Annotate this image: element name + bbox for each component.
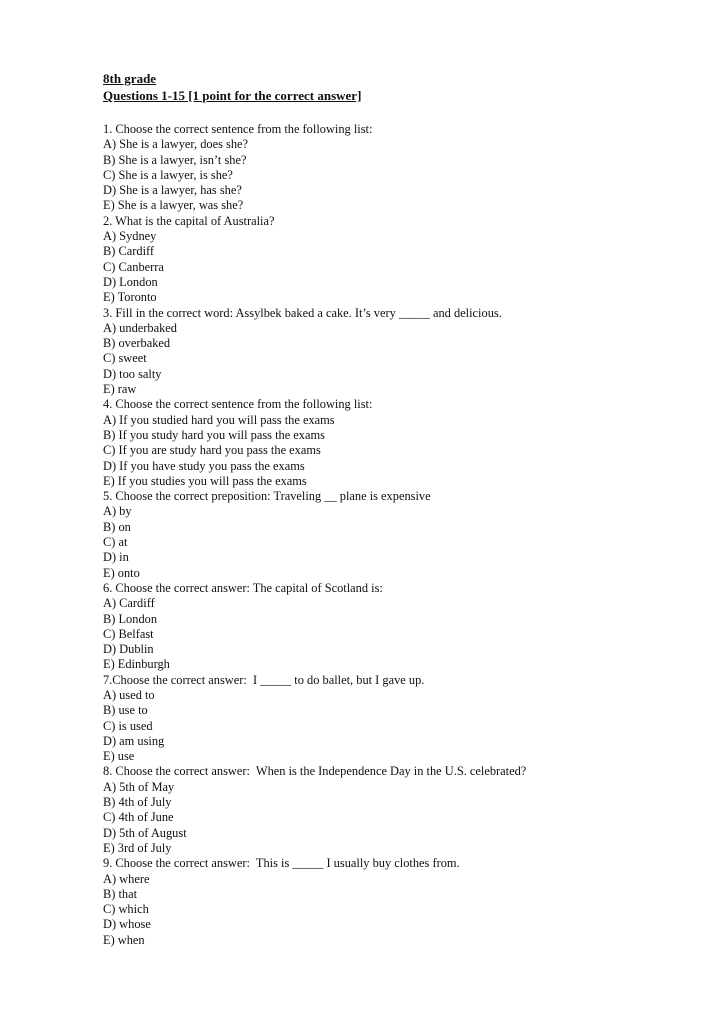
answer-option: A) 5th of May (103, 779, 175, 794)
question-prompt: 1. Choose the correct sentence from the following list: (103, 122, 373, 136)
question-prompt: 5. Choose the correct preposition: Traveling __ plane is expensive (103, 489, 431, 504)
answer-option: A) She is a lawyer, does she? (103, 137, 249, 152)
answer-option: B) She is a lawyer, isn’t she? (103, 152, 247, 167)
answer-option: A) underbaked (103, 320, 177, 335)
answer-option: D) 5th of August (103, 825, 187, 840)
section-subtitle: Questions 1-15 [1 point for the correct answer] (103, 88, 362, 103)
question-3 (103, 306, 703, 398)
answer-option: C) at (103, 535, 128, 550)
question-prompt: 3. Fill in the correct word: Assylbek baked a cake. It’s very _____ and delicious. (103, 305, 502, 320)
answer-option: E) 3rd of July (103, 840, 172, 855)
answer-option: D) whose (103, 917, 151, 932)
answer-option: C) She is a lawyer, is she? (103, 167, 233, 182)
answer-option: A) where (103, 871, 150, 886)
answer-option: E) Toronto (103, 290, 157, 305)
answer-option: A) If you studied hard you will pass the exams (103, 412, 335, 427)
answer-option: D) Dublin (103, 642, 154, 657)
answer-option: B) on (103, 519, 131, 534)
answer-option: D) If you have study you pass the exams (103, 458, 305, 473)
question-prompt: 2. What is the capital of Australia? (103, 213, 275, 228)
answer-option: B) London (103, 611, 158, 626)
answer-option: C) is used (103, 718, 153, 733)
answer-option: D) She is a lawyer, has she? (103, 183, 242, 198)
question-prompt: 8. Choose the correct answer: When is the Independence Day in the U.S. celebrated? (103, 764, 527, 779)
answer-option: A) Sydney (103, 229, 157, 244)
answer-option: E) If you studies you will pass the exams (103, 473, 307, 488)
answer-option: D) in (103, 550, 129, 565)
question-7 (103, 673, 703, 765)
answer-option: B) use to (103, 703, 148, 718)
question-prompt: 4. Choose the correct sentence from the following list: (103, 397, 373, 412)
question-6 (103, 581, 703, 673)
grade-heading: 8th grade (103, 71, 157, 86)
answer-option: A) Cardiff (103, 596, 155, 611)
answer-option: E) use (103, 749, 135, 764)
question-prompt: 7.Choose the correct answer: I _____ to do ballet, but I gave up. (103, 672, 425, 687)
answer-option: C) 4th of June (103, 810, 174, 825)
answer-option: D) am using (103, 733, 165, 748)
answer-option: E) raw (103, 382, 137, 397)
question-2 (103, 214, 703, 306)
answer-option: C) Canberra (103, 259, 164, 274)
answer-option: E) when (103, 932, 145, 947)
question-9 (103, 856, 703, 948)
answer-option: C) which (103, 902, 149, 917)
question-8 (103, 764, 703, 856)
answer-option: B) If you study hard you will pass the exams (103, 427, 325, 442)
document-page (103, 70, 703, 948)
spacer (103, 104, 703, 122)
answer-option: E) onto (103, 565, 140, 580)
question-1 (103, 122, 703, 214)
answer-option: E) She is a lawyer, was she? (103, 198, 244, 213)
question-4 (103, 397, 703, 489)
answer-option: D) London (103, 274, 158, 289)
answer-option: B) that (103, 886, 138, 901)
answer-option: E) Edinburgh (103, 657, 170, 672)
answer-option: A) by (103, 504, 132, 519)
question-5 (103, 489, 703, 581)
answer-option: B) Cardiff (103, 244, 155, 259)
answer-option: C) Belfast (103, 626, 154, 641)
question-prompt: 6. Choose the correct answer: The capital of Scotland is: (103, 580, 383, 595)
question-prompt: 9. Choose the correct answer: This is _____ I usually buy clothes from. (103, 856, 460, 871)
answer-option: A) used to (103, 687, 155, 702)
answer-option: C) If you are study hard you pass the exams (103, 443, 321, 458)
question-list (103, 122, 703, 948)
answer-option: B) 4th of July (103, 795, 172, 810)
answer-option: B) overbaked (103, 336, 171, 351)
answer-option: C) sweet (103, 351, 147, 366)
answer-option: D) too salty (103, 366, 162, 381)
